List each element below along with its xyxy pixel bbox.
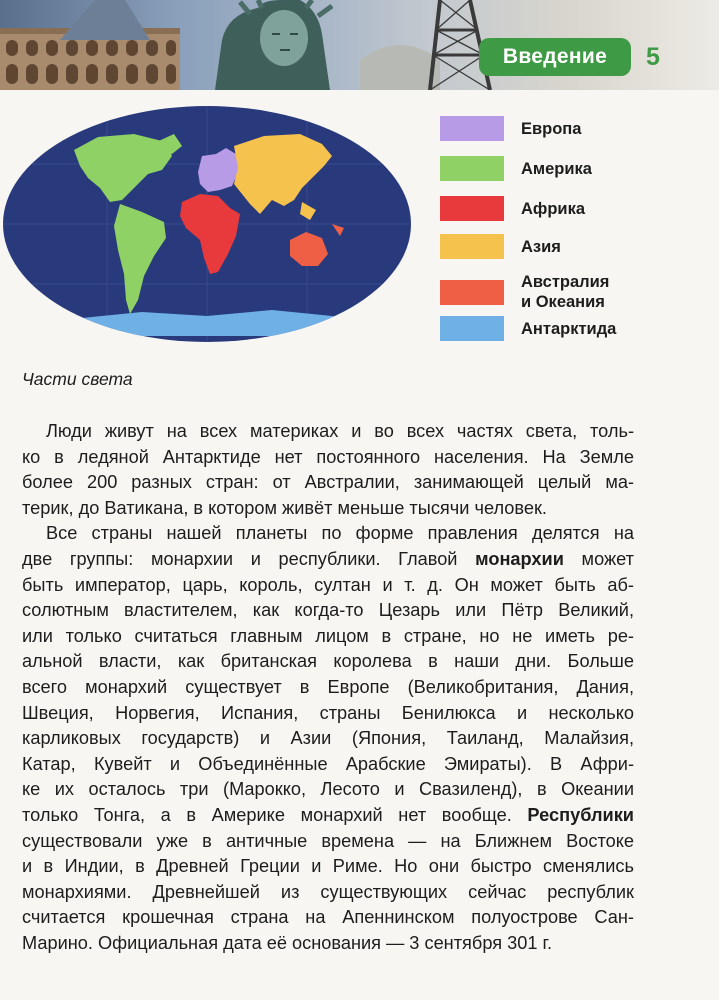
legend-label-australia-line2: и Океания: [521, 293, 605, 311]
text-line: более 200 разных стран: от Австралии, занимающей целый ма-: [22, 472, 634, 493]
section-title-tab: Введение: [479, 38, 631, 76]
header-banner: [0, 0, 719, 90]
text-line: Катар, Кувейт и Объединённые Арабские Эмираты). В Афри-: [22, 753, 634, 774]
mountain-image: [60, 0, 150, 40]
legend-item-australia: [440, 272, 609, 312]
text-line: быть император, царь, король, султан и т. д. Он может быть аб-: [22, 574, 634, 595]
text-line: Люди живут на всех материках и во всех частях света, толь-: [46, 421, 634, 441]
text-line: альной власти, как британская королева в наши дни. Больше: [22, 651, 634, 672]
text-line: или только считаться главным лицом в стране, но не иметь ре-: [22, 625, 634, 646]
text-line: Марино. Официальная дата её основания — 3 сентября 301 г.: [22, 932, 553, 953]
legend-label-antarctica: Антарктида: [521, 319, 617, 338]
statue-of-liberty-image: [215, 0, 332, 90]
legend-swatch-antarctica: [440, 316, 504, 341]
figure-caption: Части света: [22, 369, 133, 389]
text-line: [22, 547, 634, 573]
legend-item-asia: [440, 234, 561, 259]
text-line: карликовых государств) и Азии (Япония, Таиланд, Малайзия,: [22, 728, 634, 749]
term-monarchy: монархии: [475, 548, 564, 569]
building-image: [360, 45, 440, 90]
legend-label-australia-line1: Австралия: [521, 273, 610, 291]
legend-item-africa: [440, 196, 585, 221]
legend-label-australia: [521, 272, 609, 312]
text-line: Швеция, Норвегия, Испания, страны Бенилюкса и несколько: [22, 702, 634, 723]
legend-label-america: Америка: [521, 159, 592, 178]
text-line: терик, до Ватикана, в котором живёт меньше тысячи человек.: [22, 497, 547, 518]
legend-item-europe: [440, 116, 581, 141]
text-line: ке их осталось три (Марокко, Лесото и Свазиленд), в Океании: [22, 779, 634, 800]
world-map-illustration: [2, 104, 412, 344]
text-fragment: может: [563, 548, 634, 569]
world-map: [2, 104, 412, 344]
text-line: считается крошечная страна на Апеннинском полуострове Сан-: [22, 907, 634, 928]
text-line: ко в ледяной Антарктиде нет постоянного населения. На Земле: [22, 446, 634, 467]
legend-label-africa: Африка: [521, 199, 586, 218]
legend-label-europe: Европа: [521, 119, 582, 138]
body-text: [22, 419, 634, 956]
legend-item-antarctica: [440, 316, 616, 341]
legend-swatch-europe: [440, 116, 504, 141]
legend-item-america: [440, 156, 592, 181]
text-line: и в Индии, в Древней Греции и Риме. Но они быстро сменялись: [22, 856, 634, 877]
text-line: солютным властителем, как когда-то Цезарь или Пётр Великий,: [22, 600, 634, 621]
legend-swatch-asia: [440, 234, 504, 259]
text-line: всего монархий существует в Европе (Великобритания, Дания,: [22, 676, 634, 697]
legend-swatch-america: [440, 156, 504, 181]
text-fragment: две группы: монархии и республики. Главой: [22, 548, 476, 569]
text-fragment: только Тонга, а в Америке монархий нет вообще.: [22, 804, 528, 825]
term-republics: Республики: [527, 804, 634, 825]
text-line: монархиями. Древнейшей из существующих сейчас республик: [22, 881, 634, 902]
text-line: Все страны нашей планеты по форме правления делятся на: [46, 523, 634, 544]
legend-swatch-australia: [440, 280, 504, 305]
text-line: существовали уже в античные времена — на Ближнем Востоке: [22, 830, 634, 851]
legend-label-asia: Азия: [521, 237, 561, 256]
page-number: 5: [646, 42, 660, 71]
legend-swatch-africa: [440, 196, 504, 221]
text-line: [22, 803, 634, 829]
